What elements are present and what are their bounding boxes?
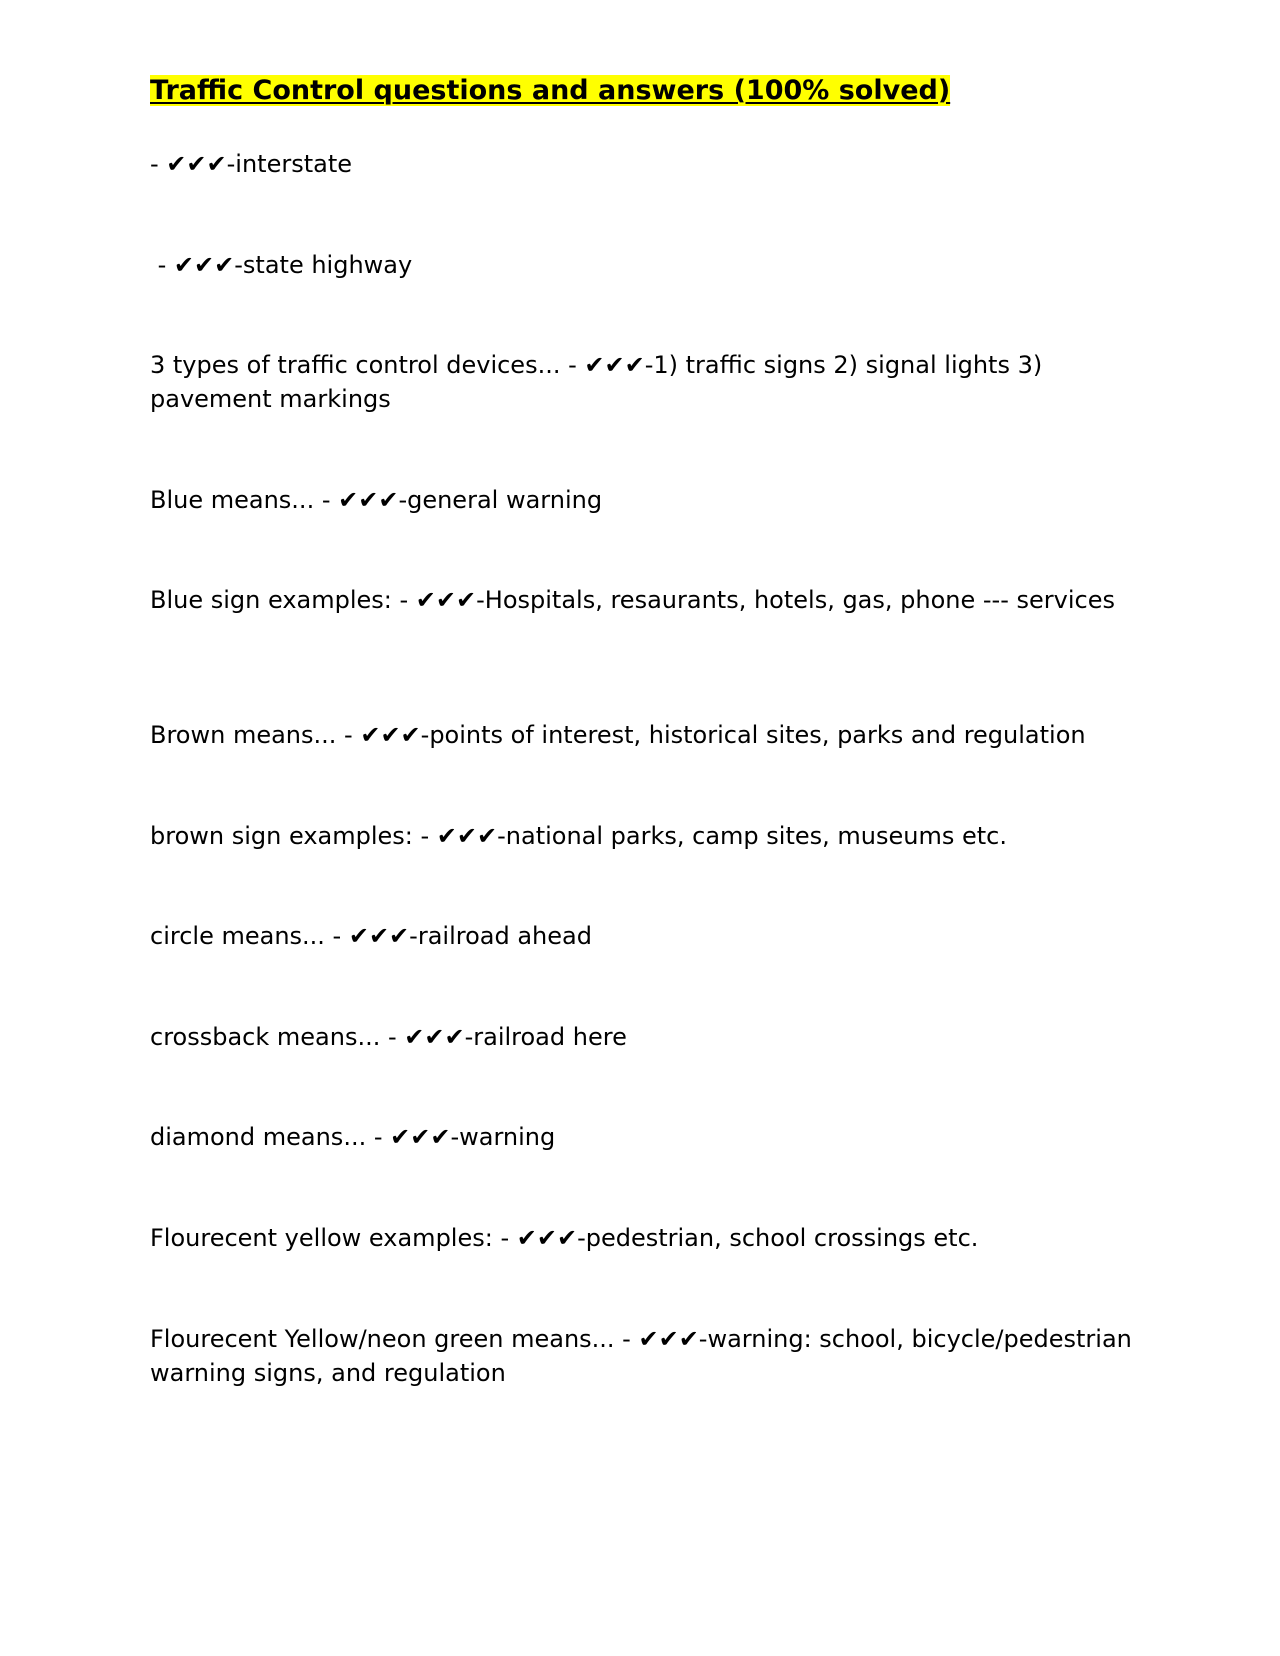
qa-item-circle-means: circle means... - ✔✔✔-railroad ahead xyxy=(150,922,592,950)
qa-item-diamond-means: diamond means... - ✔✔✔-warning xyxy=(150,1123,556,1151)
document-title-text: Traffic Control questions and answers (100% solved) xyxy=(150,75,951,106)
qa-item-crossback-means: crossback means... - ✔✔✔-railroad here xyxy=(150,1023,627,1051)
qa-item-interstate: - ✔✔✔-interstate xyxy=(150,150,352,178)
qa-item-blue-sign-examples: Blue sign examples: - ✔✔✔-Hospitals, resaurants, hotels, gas, phone --- services xyxy=(150,586,1115,614)
document-title xyxy=(150,72,950,110)
qa-item-fluorescent-yellow-examples: Flourecent yellow examples: - ✔✔✔-pedestrian, school crossings etc. xyxy=(150,1224,979,1252)
qa-item-fluorescent-yellow-green-means: Flourecent Yellow/neon green means... - ✔✔✔-warning: school, bicycle/pedestrian warning signs, and regulation xyxy=(150,1325,1140,1387)
qa-item-blue-means: Blue means... - ✔✔✔-general warning xyxy=(150,486,603,514)
qa-item-state-highway: - ✔✔✔-state highway xyxy=(150,251,413,279)
qa-item-brown-means: Brown means... - ✔✔✔-points of interest, historical sites, parks and regulation xyxy=(150,721,1086,749)
qa-item-brown-sign-examples: brown sign examples: - ✔✔✔-national parks, camp sites, museums etc. xyxy=(150,822,1007,850)
qa-item-control-devices: 3 types of traffic control devices... - ✔✔✔-1) traffic signs 2) signal lights 3) pavement markings xyxy=(150,351,1050,413)
